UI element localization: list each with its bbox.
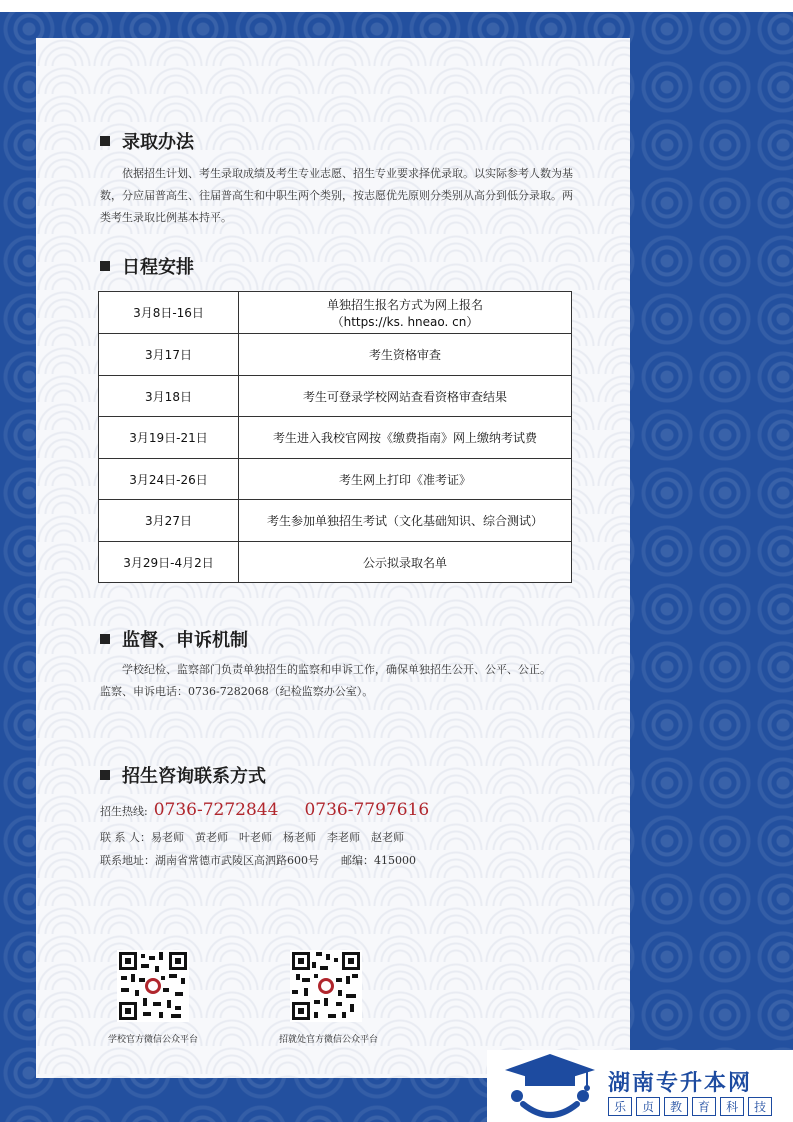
table-row xyxy=(99,417,572,459)
section-heading-contact xyxy=(100,762,266,788)
schedule-event: 考生可登录学校网站查看资格审查结果 xyxy=(239,376,572,417)
schedule-date: 3月17日 xyxy=(99,334,239,376)
tagline-char: 教 xyxy=(664,1097,688,1116)
section-title: 招生咨询联系方式 xyxy=(122,766,266,787)
tagline-char: 科 xyxy=(720,1097,744,1116)
section-title: 录取办法 xyxy=(122,132,194,153)
schedule-date: 3月19日-21日 xyxy=(99,417,239,459)
qr-code-school xyxy=(117,950,189,1022)
table-row xyxy=(99,542,572,583)
schedule-event-url: （https://ks. hneao. cn） xyxy=(331,314,479,329)
section-title: 日程安排 xyxy=(122,257,194,278)
schedule-event-text: 单独招生报名方式为网上报名 xyxy=(326,297,483,312)
schedule-event xyxy=(239,292,572,334)
schedule-date: 3月24日-26日 xyxy=(99,459,239,500)
schedule-event: 考生进入我校官网按《缴费指南》网上缴纳考试费 xyxy=(239,417,572,459)
schedule-table xyxy=(98,291,572,583)
bullet-square-icon xyxy=(100,261,110,271)
qr-code-admissions xyxy=(290,950,362,1022)
qr-caption-admissions: 招就处官方微信公众平台 xyxy=(279,1035,379,1045)
schedule-event: 考生资格审查 xyxy=(239,334,572,376)
schedule-event: 考生网上打印《准考证》 xyxy=(239,459,572,500)
admission-paragraph: 依据招生计划、考生录取成绩及考生专业志愿、招生专业要求择优录取。以实际参考人数为基数，分应届普高生、往届普高生和中职生两个类别，按志愿优先原则分类别从高分到低分录取。两类考生录取比例基本持平。 xyxy=(100,167,573,224)
table-row xyxy=(99,376,572,417)
tagline-char: 育 xyxy=(692,1097,716,1116)
supervision-line-2: 监察、申诉电话：0736-7282068（纪检监察办公室）。 xyxy=(100,685,374,698)
bullet-square-icon xyxy=(100,136,110,146)
section-title: 监督、申诉机制 xyxy=(122,630,248,651)
qr-caption-school: 学校官方微信公众平台 xyxy=(108,1035,199,1045)
tagline-char: 乐 xyxy=(608,1097,632,1116)
bullet-square-icon xyxy=(100,770,110,780)
bullet-square-icon xyxy=(100,634,110,644)
contact-address: 联系地址：湖南省常德市武陵区高泗路600号 邮编：415000 xyxy=(100,854,416,867)
tagline-char: 技 xyxy=(748,1097,772,1116)
schedule-date: 3月8日-16日 xyxy=(99,292,239,334)
schedule-event: 考生参加单独招生考试（文化基础知识、综合测试） xyxy=(239,500,572,542)
logo-tagline xyxy=(608,1097,776,1116)
qr-code-icon xyxy=(290,950,362,1022)
schedule-date: 3月29日-4月2日 xyxy=(99,542,239,583)
contact-people: 联 系 人：易老师 黄老师 叶老师 杨老师 李老师 赵老师 xyxy=(100,831,404,844)
table-row xyxy=(99,334,572,376)
hotline-row xyxy=(100,800,449,820)
table-row xyxy=(99,292,572,334)
logo-title: 湖南专升本网 xyxy=(608,1071,753,1096)
hotline-label: 招生热线: xyxy=(100,805,148,818)
qr-code-icon xyxy=(117,950,189,1022)
tagline-char: 贞 xyxy=(636,1097,660,1116)
schedule-date: 3月27日 xyxy=(99,500,239,542)
section-heading-supervision xyxy=(100,626,248,652)
hotline-number-2: 0736-7797616 xyxy=(304,800,430,820)
supervision-line-1: 学校纪检、监察部门负责单独招生的监察和申诉工作，确保单独招生公开、公平、公正。 xyxy=(122,663,551,676)
section-heading-admission xyxy=(100,128,194,154)
graduation-cap-smile-icon xyxy=(495,1050,605,1122)
top-border xyxy=(0,0,793,12)
schedule-date: 3月18日 xyxy=(99,376,239,417)
table-row xyxy=(99,500,572,542)
section-heading-schedule xyxy=(100,253,194,279)
schedule-event: 公示拟录取名单 xyxy=(239,542,572,583)
hotline-number-1: 0736-7272844 xyxy=(153,800,279,820)
table-row xyxy=(99,459,572,500)
